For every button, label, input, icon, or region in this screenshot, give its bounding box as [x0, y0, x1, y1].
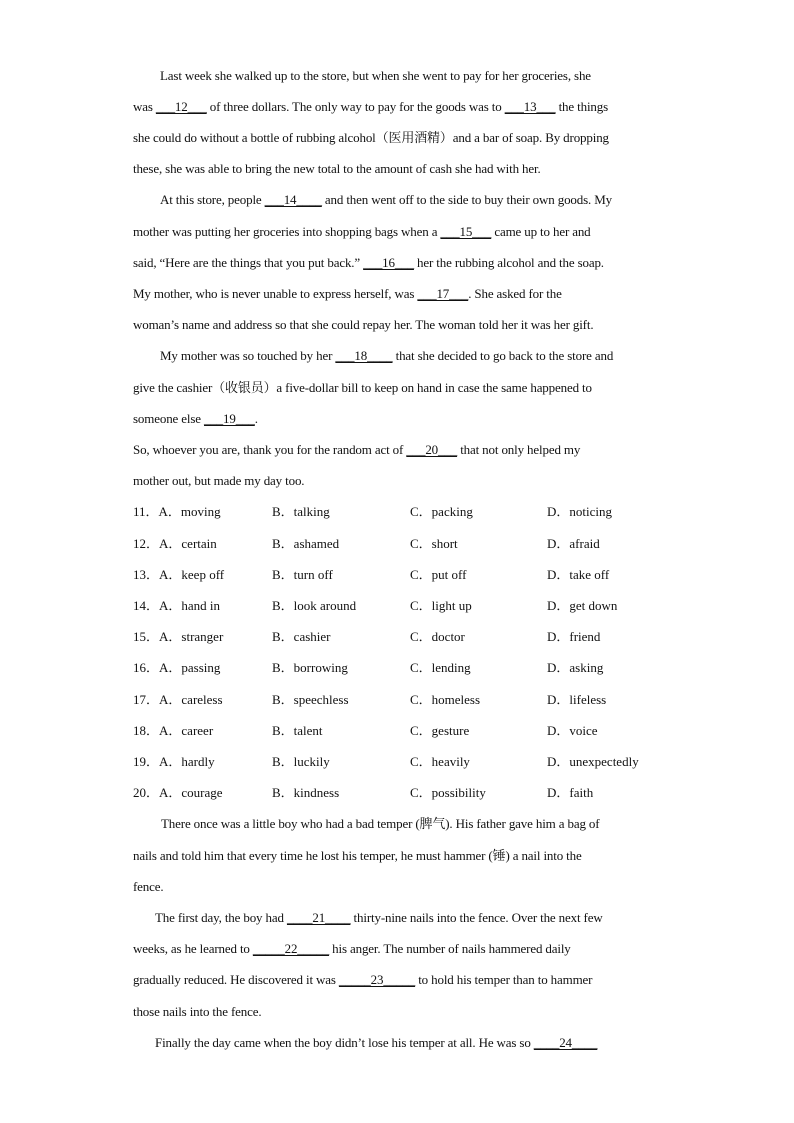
text: and then went off to the side to buy their own goods. My — [321, 192, 612, 207]
text: to hold his temper than to hammer — [415, 972, 593, 987]
option-d: D．friend — [547, 629, 601, 644]
question-number: 20． — [133, 785, 160, 800]
text: her the rubbing alcohol and the soap. — [413, 255, 604, 270]
option-b: B．turn off — [272, 567, 333, 582]
p2-line-2 — [133, 223, 673, 241]
question-11 — [133, 503, 221, 521]
question-number: 17． — [133, 692, 160, 707]
text: thirty-nine nails into the fence. Over the next few — [350, 910, 603, 925]
question-number: 13． — [133, 567, 160, 582]
option-d: D．get down — [547, 598, 618, 613]
option-d: D．asking — [547, 660, 604, 675]
p4-line-1 — [133, 441, 673, 459]
text: . — [254, 411, 258, 426]
text: mother was putting her groceries into shopping bags when a — [133, 224, 441, 239]
blank-20: ___20___ — [406, 442, 458, 457]
text: someone else — [133, 411, 204, 426]
text: that not only helped my — [457, 442, 581, 457]
blank-13: ___13___ — [504, 99, 556, 114]
option-b: B．look around — [272, 598, 357, 613]
text: fence. — [133, 879, 164, 894]
p6-line-2 — [133, 940, 673, 958]
text: Finally the day came when the boy didn’t lose his temper at all. He was so — [155, 1035, 534, 1050]
text: woman’s name and address so that she could repay her. The woman told her it was her gift. — [133, 317, 594, 332]
p2-line-3 — [133, 254, 673, 272]
p3-line-2 — [133, 379, 673, 397]
blank-14: ___14____ — [264, 192, 322, 207]
p2-line-1 — [160, 191, 673, 209]
p1-line-1 — [160, 67, 673, 85]
p1-line-3 — [133, 129, 673, 147]
text: So, whoever you are, thank you for the random act of — [133, 442, 407, 457]
option-b: B．borrowing — [272, 660, 348, 675]
text: the things — [555, 99, 609, 114]
question-number: 15． — [133, 629, 160, 644]
text: said, “Here are the things that you put back.” — [133, 255, 364, 270]
question-19 — [133, 753, 215, 771]
text: The first day, the boy had — [155, 910, 287, 925]
option-a: A．passing — [159, 660, 221, 675]
question-15 — [133, 628, 223, 646]
blank-16: ___16___ — [363, 255, 414, 270]
p6-line-4 — [133, 1003, 673, 1021]
text: that she decided to go back to the store and — [392, 348, 614, 363]
p2-line-4 — [133, 285, 673, 303]
text: his anger. The number of nails hammered daily — [329, 941, 571, 956]
option-c: C．homeless — [410, 692, 481, 707]
text: weeks, as he learned to — [133, 941, 253, 956]
option-d: D．voice — [547, 723, 598, 738]
p5-line-3 — [133, 878, 673, 896]
text: these, she was able to bring the new total to the amount of cash she had with her. — [133, 161, 541, 176]
option-d: D．noticing — [547, 504, 612, 519]
question-number: 19． — [133, 754, 160, 769]
text: At this store, people — [160, 192, 265, 207]
p2-line-5 — [133, 316, 673, 334]
option-b: B．kindness — [272, 785, 340, 800]
p3-line-3 — [133, 410, 673, 428]
question-13 — [133, 566, 224, 584]
blank-22: _____22_____ — [252, 941, 330, 956]
question-20 — [133, 784, 223, 802]
option-b: B．cashier — [272, 629, 331, 644]
question-number: 16． — [133, 660, 160, 675]
option-a: A．keep off — [159, 567, 225, 582]
p3-line-1 — [160, 347, 673, 365]
text: My mother was so touched by her — [160, 348, 336, 363]
option-b: B．talent — [272, 723, 323, 738]
p7-line-1 — [155, 1034, 695, 1052]
option-d: D．lifeless — [547, 692, 607, 707]
text: came up to her and — [491, 224, 591, 239]
p5-line-1 — [161, 815, 674, 833]
text: was — [133, 99, 156, 114]
question-number: 11． — [133, 504, 159, 519]
text: My mother, who is never unable to express herself, was — [133, 286, 418, 301]
blank-15: ___15___ — [440, 224, 492, 239]
option-a: A．courage — [159, 785, 223, 800]
option-a: A．moving — [158, 504, 221, 519]
question-14 — [133, 597, 220, 615]
text: mother out, but made my day too. — [133, 473, 305, 488]
option-a: A．hand in — [159, 598, 221, 613]
text: There once was a little boy who had a bad temper (脾气). His father gave him a bag of — [161, 816, 600, 831]
option-c: C．possibility — [410, 785, 486, 800]
option-c: C．heavily — [410, 754, 470, 769]
option-d: D．faith — [547, 785, 594, 800]
blank-23: _____23_____ — [338, 972, 416, 987]
blank-21: ____21____ — [286, 910, 351, 925]
p6-line-1 — [155, 909, 695, 927]
text: gradually reduced. He discovered it was — [133, 972, 339, 987]
blank-18: ___18____ — [335, 348, 393, 363]
blank-17: ___17___ — [417, 286, 469, 301]
question-number: 18． — [133, 723, 160, 738]
option-d: D．unexpectedly — [547, 754, 639, 769]
blank-24: ____24____ — [533, 1035, 598, 1050]
question-number: 14． — [133, 598, 160, 613]
option-b: B．ashamed — [272, 536, 340, 551]
text: Last week she walked up to the store, but when she went to pay for her groceries, she — [160, 68, 591, 83]
question-17 — [133, 691, 223, 709]
blank-12: ___12___ — [155, 99, 207, 114]
question-16 — [133, 659, 220, 677]
text: of three dollars. The only way to pay for the goods was to — [206, 99, 505, 114]
text: . She asked for the — [468, 286, 562, 301]
option-c: C．short — [410, 536, 458, 551]
question-number: 12． — [133, 536, 160, 551]
option-c: C．lending — [410, 660, 471, 675]
option-a: A．stranger — [159, 629, 224, 644]
text: nails and told him that every time he lost his temper, he must hammer (锤) a nail into the — [133, 848, 582, 863]
option-c: C．packing — [410, 504, 473, 519]
question-18 — [133, 722, 213, 740]
option-a: A．careless — [159, 692, 223, 707]
option-b: B．speechless — [272, 692, 349, 707]
text: those nails into the fence. — [133, 1004, 262, 1019]
p4-line-2 — [133, 472, 673, 490]
p1-line-4 — [133, 160, 673, 178]
option-c: C．doctor — [410, 629, 465, 644]
option-b: B．talking — [272, 504, 330, 519]
text: she could do without a bottle of rubbing alcohol（医用酒精）and a bar of soap. By dropping — [133, 130, 609, 145]
option-d: D．take off — [547, 567, 610, 582]
option-a: A．hardly — [159, 754, 215, 769]
blank-19: ___19___ — [203, 411, 255, 426]
option-c: C．gesture — [410, 723, 470, 738]
text: give the cashier（收银员）a five-dollar bill to keep on hand in case the same happened to — [133, 380, 592, 395]
question-12 — [133, 535, 217, 553]
option-c: C．put off — [410, 567, 467, 582]
p5-line-2 — [133, 847, 673, 865]
option-b: B．luckily — [272, 754, 330, 769]
option-a: A．certain — [159, 536, 217, 551]
p6-line-3 — [133, 971, 673, 989]
option-d: D．afraid — [547, 536, 600, 551]
option-a: A．career — [159, 723, 214, 738]
option-c: C．light up — [410, 598, 472, 613]
p1-line-2 — [133, 98, 673, 116]
